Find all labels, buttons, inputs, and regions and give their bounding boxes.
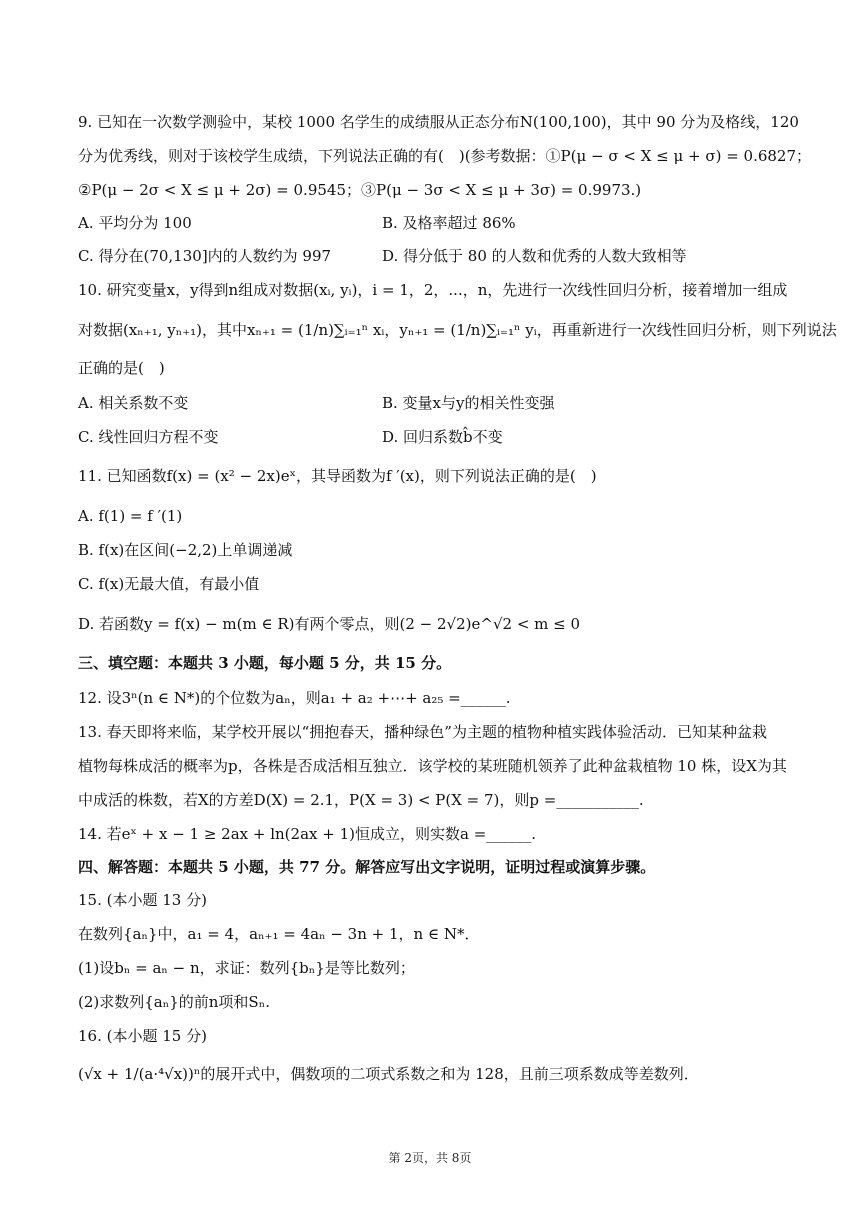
page-footer: 第 2页，共 8页: [388, 1151, 472, 1165]
q16-line1: (√x + 1/(a·⁴√x))ⁿ的展开式中，偶数项的二项式系数之和为 128，且前三项系数成等差数列．: [78, 1065, 699, 1083]
q15-line2: (1)设bₙ = aₙ − n，求证：数列{bₙ}是等比数列；: [78, 959, 415, 977]
q9-stem-line3: ②P(μ − 2σ < X ≤ μ + 2σ) = 0.9545；③P(μ − 3σ < X ≤ μ + 3σ) = 0.9973.): [78, 181, 642, 199]
section-4-heading: 四、解答题：本题共 5 小题，共 77 分。解答应写出文字说明，证明过程或演算步骤。: [78, 858, 656, 876]
q16-title: 16. (本小题 15 分): [78, 1027, 207, 1045]
section-3-heading: 三、填空题：本题共 3 小题，每小题 5 分，共 15 分。: [78, 654, 452, 672]
q11-option-d: D. 若函数y = f(x) − m(m ∈ R)有两个零点，则(2 − 2√2)e^√2 < m ≤ 0: [78, 615, 581, 633]
q10-stem-line1: 10. 研究变量x，y得到n组成对数据(xᵢ, yᵢ)，i = 1，2，...，n，先进行一次线性回归分析，接着增加一组成: [78, 281, 788, 299]
q10-stem-line2: 对数据(xₙ₊₁, yₙ₊₁)，其中xₙ₊₁ = (1/n)∑ᵢ₌₁ⁿ xᵢ，yₙ₊₁ = (1/n)∑ᵢ₌₁ⁿ yᵢ，再重新进行一次线性回归分析，则下列说法: [78, 321, 837, 339]
q15-line1: 在数列{aₙ}中，a₁ = 4，aₙ₊₁ = 4aₙ − 3n + 1，n ∈ N*．: [78, 925, 480, 943]
q9-option-d: D. 得分低于 80 的人数和优秀的人数大致相等: [382, 247, 687, 265]
q11-option-c: C. f(x)无最大值，有最小值: [78, 575, 260, 593]
q11-stem: 11. 已知函数f(x) = (x² − 2x)eˣ，其导函数为f ′(x)，则下列说法正确的是( ): [78, 467, 597, 485]
q9-option-a: A. 平均分为 100: [78, 214, 192, 232]
q13-line3: 中成活的株数，若X的方差D(X) = 2.1，P(X = 3) < P(X = 7)，则p =___________.: [78, 791, 644, 809]
q15-line3: (2)求数列{aₙ}的前n项和Sₙ.: [78, 993, 270, 1011]
q10-option-d: D. 回归系数b̂不变: [382, 428, 503, 446]
q15-title: 15. (本小题 13 分): [78, 891, 207, 909]
q10-option-a: A. 相关系数不变: [78, 394, 189, 412]
q10-option-c: C. 线性回归方程不变: [78, 428, 219, 446]
q13-line1: 13. 春天即将来临，某学校开展以“拥抱春天，播种绿色”为主题的植物种植实践体验活动．已知某种盆栽: [78, 723, 767, 741]
q10-option-b: B. 变量x与y的相关性变强: [382, 394, 555, 412]
q13-line2: 植物每株成活的概率为p，各株是否成活相互独立．该学校的某班随机领养了此种盆栽植物 10 株，设X为其: [78, 757, 787, 775]
q9-option-b: B. 及格率超过 86%: [382, 214, 516, 232]
q14-text: 14. 若eˣ + x − 1 ≥ 2ax + ln(2ax + 1)恒成立，则实数a =______.: [78, 825, 537, 843]
q12-text: 12. 设3ⁿ(n ∈ N*)的个位数为aₙ，则a₁ + a₂ +⋯+ a₂₅ =______.: [78, 689, 511, 707]
q10-stem-line3: 正确的是( ): [78, 359, 165, 377]
q11-option-b: B. f(x)在区间(−2,2)上单调递减: [78, 541, 293, 559]
q9-stem-line1: 9. 已知在一次数学测验中，某校 1000 名学生的成绩服从正态分布N(100,100)，其中 90 分为及格线，120: [78, 113, 799, 131]
q9-option-c: C. 得分在(70,130]内的人数约为 997: [78, 247, 332, 265]
q11-option-a: A. f(1) = f ′(1): [78, 507, 183, 525]
q9-stem-line2: 分为优秀线，则对于该校学生成绩，下列说法正确的有( )(参考数据：①P(μ − σ < X ≤ μ + σ) = 0.6827；: [78, 147, 812, 165]
